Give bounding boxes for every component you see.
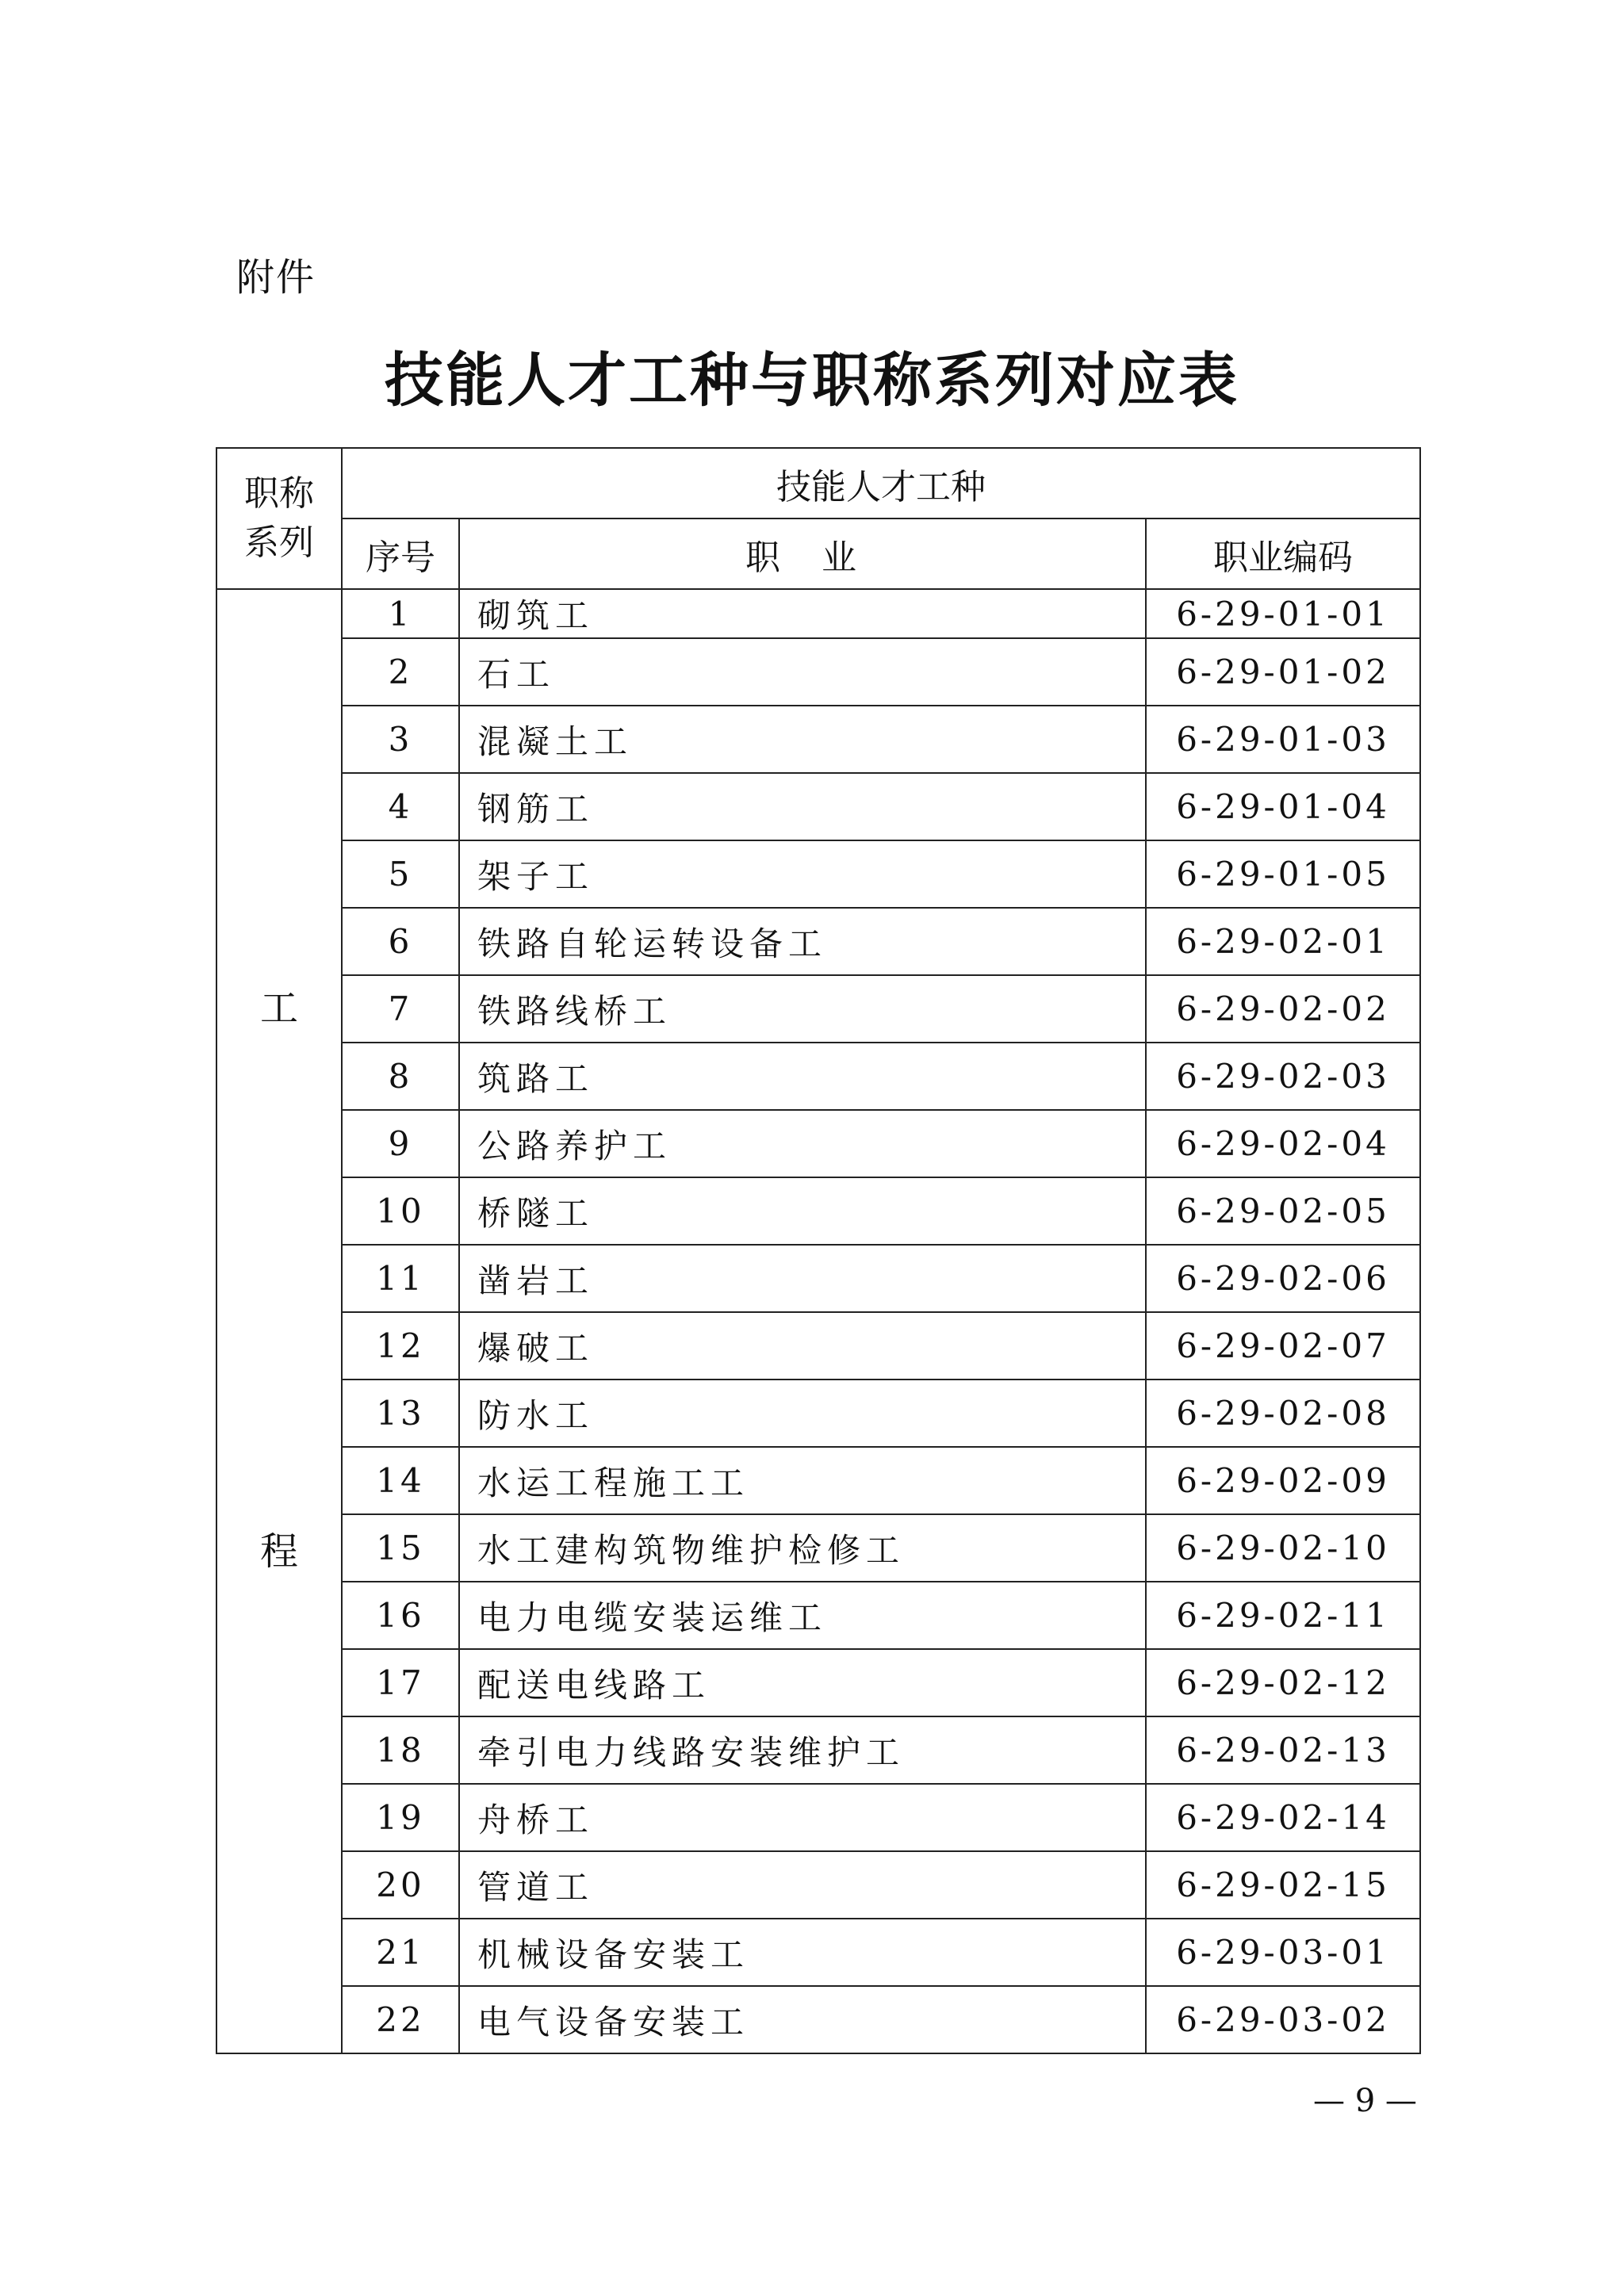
job-cell: 架子工 [459, 840, 1146, 908]
table-row [216, 1514, 1420, 1582]
seq-cell: 17 [342, 1649, 459, 1716]
job-cell: 舟桥工 [459, 1784, 1146, 1851]
job-cell: 石工 [459, 638, 1146, 706]
table-row [216, 1919, 1420, 1986]
header-series-line2: 系列 [244, 522, 314, 563]
table-row [216, 1177, 1420, 1245]
seq-cell: 19 [342, 1784, 459, 1851]
code-cell: 6-29-02-01 [1146, 908, 1420, 975]
code-cell: 6-29-02-07 [1146, 1312, 1420, 1380]
code-cell: 6-29-02-12 [1146, 1649, 1420, 1716]
seq-cell: 11 [342, 1245, 459, 1312]
table-row [216, 1986, 1420, 2053]
seq-cell: 14 [342, 1447, 459, 1514]
job-cell: 铁路自轮运转设备工 [459, 908, 1146, 975]
job-cell: 凿岩工 [459, 1245, 1146, 1312]
table-row [216, 1582, 1420, 1649]
code-cell: 6-29-01-01 [1146, 589, 1420, 638]
table-row [216, 1043, 1420, 1110]
table-row [216, 1851, 1420, 1919]
table-row [216, 589, 1420, 638]
seq-cell: 20 [342, 1851, 459, 1919]
table-subheader-row [216, 519, 1420, 589]
seq-cell: 15 [342, 1514, 459, 1582]
table-row [216, 1784, 1420, 1851]
seq-cell: 9 [342, 1110, 459, 1177]
code-cell: 6-29-02-14 [1146, 1784, 1420, 1851]
code-cell: 6-29-03-01 [1146, 1919, 1420, 1986]
seq-cell: 16 [342, 1582, 459, 1649]
series-cell [216, 589, 342, 2053]
seq-cell: 18 [342, 1716, 459, 1784]
document-title: 技能人才工种与职称系列对应表 [385, 346, 1239, 415]
code-cell: 6-29-02-11 [1146, 1582, 1420, 1649]
table-row [216, 706, 1420, 773]
job-cell: 混凝土工 [459, 706, 1146, 773]
occupation-table [216, 447, 1421, 2054]
code-cell: 6-29-01-03 [1146, 706, 1420, 773]
seq-cell: 5 [342, 840, 459, 908]
job-cell: 管道工 [459, 1851, 1146, 1919]
seq-cell: 6 [342, 908, 459, 975]
code-cell: 6-29-02-08 [1146, 1380, 1420, 1447]
table-row [216, 908, 1420, 975]
seq-cell: 22 [342, 1986, 459, 2053]
job-cell: 铁路线桥工 [459, 975, 1146, 1043]
table-row [216, 840, 1420, 908]
job-cell: 水运工程施工工 [459, 1447, 1146, 1514]
header-cell-skill-group: 技能人才工种 [342, 448, 1420, 519]
table-header-row [216, 448, 1420, 519]
header-cell-job: 职 业 [459, 519, 1146, 589]
code-cell: 6-29-02-02 [1146, 975, 1420, 1043]
code-cell: 6-29-01-05 [1146, 840, 1420, 908]
code-cell: 6-29-02-09 [1146, 1447, 1420, 1514]
code-cell: 6-29-02-06 [1146, 1245, 1420, 1312]
attachment-label: 附件 [236, 255, 316, 300]
series-char: 工 [259, 986, 298, 1031]
seq-cell: 10 [342, 1177, 459, 1245]
seq-cell: 21 [342, 1919, 459, 1986]
code-cell: 6-29-03-02 [1146, 1986, 1420, 2053]
code-cell: 6-29-02-13 [1146, 1716, 1420, 1784]
code-cell: 6-29-02-04 [1146, 1110, 1420, 1177]
job-cell: 机械设备安装工 [459, 1919, 1146, 1986]
table-row [216, 1110, 1420, 1177]
seq-cell: 8 [342, 1043, 459, 1110]
table-row [216, 1380, 1420, 1447]
job-cell: 电力电缆安装运维工 [459, 1582, 1146, 1649]
job-cell: 公路养护工 [459, 1110, 1146, 1177]
job-cell: 筑路工 [459, 1043, 1146, 1110]
header-cell-seq: 序号 [342, 519, 459, 589]
table-row [216, 1312, 1420, 1380]
job-cell: 钢筋工 [459, 773, 1146, 840]
code-cell: 6-29-01-02 [1146, 638, 1420, 706]
page-number: — 9 — [1313, 2083, 1417, 2119]
job-cell: 爆破工 [459, 1312, 1146, 1380]
seq-cell: 12 [342, 1312, 459, 1380]
seq-cell: 13 [342, 1380, 459, 1447]
code-cell: 6-29-02-15 [1146, 1851, 1420, 1919]
code-cell: 6-29-02-03 [1146, 1043, 1420, 1110]
table-row [216, 1447, 1420, 1514]
header-cell-code: 职业编码 [1146, 519, 1420, 589]
job-cell: 牵引电力线路安装维护工 [459, 1716, 1146, 1784]
header-series-line1: 职称 [244, 473, 314, 514]
job-cell: 防水工 [459, 1380, 1146, 1447]
seq-cell: 7 [342, 975, 459, 1043]
code-cell: 6-29-01-04 [1146, 773, 1420, 840]
table-row [216, 1245, 1420, 1312]
job-cell: 电气设备安装工 [459, 1986, 1146, 2053]
seq-cell: 3 [342, 706, 459, 773]
job-cell: 桥隧工 [459, 1177, 1146, 1245]
code-cell: 6-29-02-05 [1146, 1177, 1420, 1245]
job-cell: 砌筑工 [459, 589, 1146, 638]
table-row [216, 1716, 1420, 1784]
code-cell: 6-29-02-10 [1146, 1514, 1420, 1582]
seq-cell: 4 [342, 773, 459, 840]
table-row [216, 638, 1420, 706]
job-cell: 配送电线路工 [459, 1649, 1146, 1716]
table-row [216, 773, 1420, 840]
seq-cell: 1 [342, 589, 459, 638]
table-row [216, 1649, 1420, 1716]
series-char: 程 [259, 1529, 298, 1574]
table-row [216, 975, 1420, 1043]
seq-cell: 2 [342, 638, 459, 706]
header-cell-series [216, 448, 342, 589]
job-cell: 水工建构筑物维护检修工 [459, 1514, 1146, 1582]
